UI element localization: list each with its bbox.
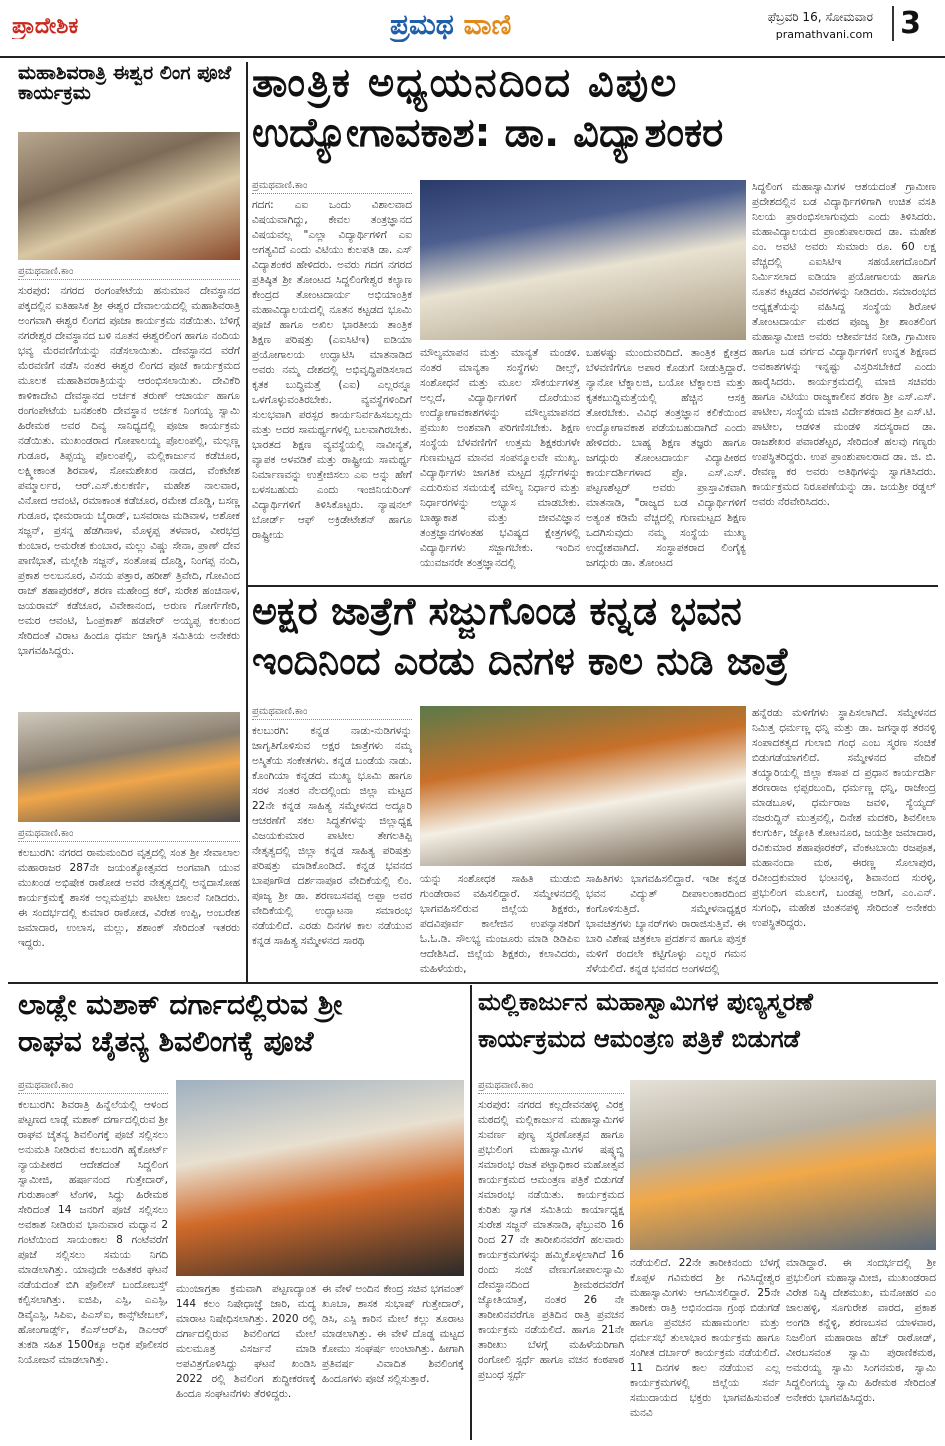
masthead — [0, 0, 945, 58]
story1-credit: ಪ್ರಮಥವಾಣಿ.ಕಾಂ — [252, 180, 412, 194]
left-top-body: ಸುರಪುರ: ನಗರದ ರಂಗಂಪೇಟೆಯ ಹನುಮಾನ ದೇವಸ್ಥಾನದ ಪಕ್ಕದಲ್ಲಿನ ಐತಿಹಾಸಿಕ ಶ್ರೀ ಈಶ್ವರ ದೇವಾಲಯದಲ್ಲಿ ಮಹಾಶಿವರಾತ್ರಿ ಅಂಗವಾಗಿ ಈಶ್ವರ ಲಿಂಗದ ಪೂಜಾ ಕಾರ್ಯಕ್ರಮ ನಡೆಯಿತು. ಬೆಳಿಗ್ಗೆ ನಗರೇಶ್ವರ ದೇವಸ್ಥಾನದ ಬಳಿ ನೂತನ ಈಶ್ವರಲಿಂಗ ಹಾಗೂ ನಂದಿಯ ಭವ್ಯ ಮೆರವಣಿಗೆಯನ್ನು ನಡೆಸಲಾಯಿತು. ದೇವಸ್ಥಾನದ ವರೆಗೆ ಮೆರವಣಿಗೆ ನಡೆಸಿ ನಂತರ ಈಶ್ವರ ಲಿಂಗದ ಪೂಜೆ ಕಾರ್ಯಕ್ರಮದ ಮೂಲಕ ಮಹಾಶಿವರಾತ್ರಿಯನ್ನು ಆರಂಭಿಸಲಾಯಿತು. ದೇವಿಕೆರಿ ಕಾಳಿಕಾದೇವಿ ದೇವಸ್ಥಾನದ ಅರ್ಚಕ ತರುಣ್ ಆಚಾರ್ಯ ಹಾಗೂ ರಂಗಂಪೇಟೆಯ ಬನಶಂಕರಿ ದೇವಸ್ಥಾನ ಅರ್ಚಕ ನಿಂಗಯ್ಯ ಸ್ವಾಮಿ ಹಿರೇಮಠ ಅವರ ದಿವ್ಯ ಸಾನಿಧ್ಯದಲ್ಲಿ ಪೂಜಾ ಕಾರ್ಯಕ್ರಮ ನಡೆಯಿತು. ಮುಖಂಡರಾದ ಗೋಪಾಲಯ್ಯ ಪೊಲಂಪಲ್ಲಿ, ಮಲ್ಲಣ್ಣ ಗುಡೂರ, ತಿಪ್ಪಯ್ಯ ಪೊಲಂಪಲ್ಲಿ, ಮಲ್ಲಿಕಾರ್ಜುನ ಕಡೆಚೂರ, ಲಕ್ಷ್ಮೀಕಾಂತ ಶಿರವಾಳ, ಸೋಮಶೇಖರ ನಾಡದ, ವೆಂಕಟೇಶ ಪಮ್ಮಾರ್ಲರ, ಆರ್.ಎಸ್.ಕುಲಕರ್ಣಿ, ಮಹೇಶ ನಾಲವಾರ, ವಿನೋದ ಆವಂಟಿ, ರಮಾಕಾಂತ ಕಡೆಚೂರ, ರಮೇಶ ದೊಡ್ಡಿ, ಬಸಣ್ಣ ಗುಡೂರ, ಭೀಮರಾಯ ಬೈರಾಡ್, ಬಸವರಾಜ ಮಡಿವಾಳ, ಅಶೋಕ ಸಜ್ಜನ್, ಪ್ರಸನ್ನ ಹೆಡಗಿನಾಳ, ಮೊಳ್ಳಪ್ಪ ತಳವಾರ, ವೀರಭದ್ರ ಕುಂಬಾರ, ಅಮರೇಶ ಕುಂಬಾರ, ಮಲ್ಲು ವಿಷ್ಣು ಸೇನಾ, ಪ್ರಾಣ್ ದೇವ ಪಾಣಿಭಾತೆ, ಮಲ್ಲೇಶಿ ಸಜ್ಜನ್, ಸಂತೋಷ ದೊಡ್ಡಿ, ನಿಂಗಪ್ಪ ನಂದಿ, ಪ್ರಕಾಶ ಅಲಬನೂರ, ವಿನಯ ಪತ್ತಾರ, ಹರೀಶ್ ತ್ರಿವೇದಿ, ಗೋವಿಂದ ರಾಜ್ ಶಹಾಪುರಕರ್, ಶರಣ ಮಹೇಂದ್ರ ಕರ್, ಸುರೇಶ ಹಂಚಿನಾಳ, ಜಯರಾಮ್ ಕಡೆಚೂರ, ವಿವೇಕಾನಂದ, ಅರುಣ ಗೋರ್ಗೆಗೇರಿ, ಅಮರ ಆವಂಟಿ, ಓಂಪ್ರಕಾಶ್ ಹಡಪೇರ್ ಅಯ್ಯಪ್ಪ ಕಲಕುಂದ ಸೇರಿದಂತೆ ವಿರಾಟ ಹಿಂದೂ ಧರ್ಮ ಜಾಗೃತಿ ಸಮಿತಿಯ ಅನೇಕರು ಭಾಗವಹಿಸಿದ್ದರು. — [18, 285, 240, 657]
logo-part-a: ಪ್ರಮಥ — [390, 8, 454, 41]
section-name: ಪ್ರಾದೇಶಿಕ — [12, 14, 79, 39]
story1-headline — [252, 62, 936, 174]
shivaratri-photo — [18, 132, 240, 260]
story3-headline — [18, 990, 466, 1074]
story2-col3: ಸಾಹಿತಿಗಳು ಭಾಗವಹಿಸಲಿದ್ದಾರೆ. ಇಡೀ ಕನ್ನಡ ಭವನ ವಿದ್ಯುತ್ ದೀಪಾಲಂಕಾರದಿಂದ ಕಂಗೊಳಿಸುತ್ತಿದೆ. ಸಮ್ಮೇಳನಾಧ್ಯಕ್ಷರ ಭಾವಚಿತ್ರಗಳು ಬ್ಯಾನರ್‌ಗಳು ರಾರಾಜಿಸುತ್ತಿವೆ. ಈ ಬಾರಿ ವಿಶೇಷ ಚಿತ್ರಕಲಾ ಪ್ರದರ್ಶನ ಹಾಗೂ ಪುಸ್ತಕ ಮಳಿಗೆ ರಂದಲೇ ಕಟ್ಟಿಗೊಳ್ಳು ಎಲ್ಲರ ಗಮನ ಸೆಳೆಯಲಿದೆ. ಕನ್ನಡ ಭವನದ ಅಂಗಳದಲ್ಲಿ — [586, 873, 746, 975]
story3-credit: ಪ್ರಮಥವಾಣಿ.ಕಾಂ — [18, 1080, 168, 1094]
website-url: pramathvani.com — [775, 28, 873, 41]
left-top-headline: ಮಹಾಶಿವರಾತ್ರಿ ಈಶ್ವರ ಲಿಂಗ ಪೂಜೆ ಕಾರ್ಯಕ್ರಮ — [18, 64, 232, 104]
kannada-bhavana-photo — [420, 706, 746, 866]
story2-headline-line2: ಇಂದಿನಿಂದ ಎರಡು ದಿನಗಳ ಕಾಲ ನುಡಿ ಜಾತ್ರೆ — [252, 638, 789, 683]
left-top-credit: ಪ್ರಮಥವಾಣಿ.ಕಾಂ — [18, 266, 240, 280]
column-divider — [246, 62, 248, 982]
story2-credit: ಪ್ರಮಥವಾಣಿ.ಕಾಂ — [252, 706, 412, 720]
story1-headline-line2: ಉದ್ಯೋಗಾವಕಾಶ: ಡಾ. ವಿದ್ಯಾಶಂಕರ — [252, 110, 724, 156]
story4-col1: ಸುರಪುರ: ನಗರದ ಕಲ್ಲದೇವನಹಳ್ಳಿ ವಿರಕ್ತ ಮಠದಲ್ಲಿ ಮಲ್ಲಿಕಾರ್ಜುನ ಮಹಾಸ್ವಾಮಿಗಳ ಸುವರ್ಣ ಪುಣ್ಯ ಸ್ಮರಣೋತ್ಸವ ಹಾಗೂ ಪ್ರಭುಲಿಂಗ ಮಹಾಸ್ವಾಮಿಗಳ ಷಷ್ಠ್ಯಬ್ಧಿ ಸಮಾರಂಭ ರಜತ ಪಟ್ಟಾಧಿಕಾರ ಮಹೋತ್ಸವ ಕಾರ್ಯಕ್ರಮದ ಆಮಂತ್ರಣ ಪತ್ರಿಕೆ ಬಿಡುಗಡೆ ಸಮಾರಂಭ ನಡೆಯಿತು. ಕಾರ್ಯಕ್ರಮದ ಕುರಿತು ಸ್ವಾಗತ ಸಮಿತಿಯ ಕಾರ್ಯಾಧ್ಯಕ್ಷ ಸುರೇಶ ಸಜ್ಜನ್ ಮಾತನಾಡಿ, ಫೆಬ್ರುವರಿ 16 ರಿಂದ 27 ನೇ ತಾರೀಖಿನವರೆಗೆ ಹಲವಾರು ಕಾರ್ಯಕ್ರಮಗಳನ್ನು ಹಮ್ಮಿಕೊಳ್ಳಲಾಗಿದೆ 16 ರಂದು ಸಂಜೆ ವೇಣುಗೋಪಾಲಸ್ವಾಮಿ ದೇವಸ್ಥಾನದಿಂದ ಶ್ರೀಮಠದವರೆಗೆ ಜ್ಯೋತಿಯಾತ್ರೆ, ನಂತರ 26 ನೇ ತಾರೀಖಿನವರೆಗೂ ಪ್ರತಿದಿನ ರಾತ್ರಿ ಪ್ರವಚನ ಕಾರ್ಯಕ್ರಮ ನಡೆಯಲಿದೆ. ಹಾಗೂ 21ನೇ ತಾರೀಖು ಬೆಳಗ್ಗೆ ಮಹಿಳೆಯರಿಗಾಗಿ ರಂಗೋಲಿ ಸ್ಪರ್ಧೆ ಹಾಗೂ ವಚನ ಕಂಠಪಾಠ ಪ್ರಬಂಧ ಸ್ಪರ್ಧೆ — [478, 1099, 624, 1381]
college-event-photo — [420, 180, 746, 340]
left-mid-credit: ಪ್ರಮಥವಾಣಿ.ಕಾಂ — [18, 828, 240, 842]
annadasoha-photo — [18, 712, 240, 822]
story3-headline-line2: ರಾಘವ ಚೈತನ್ಯ ಶಿವಲಿಂಗಕ್ಕೆ ಪೂಜೆ — [18, 1025, 314, 1059]
story2-col4: ಹನ್ನೆರಡು ಮಳಿಗೆಗಳು ಸ್ಥಾಪಿಸಲಾಗಿದೆ. ಸಮ್ಮೇಳನದ ನಿಮಿತ್ತ ಧರ್ಮಣ್ಣ ಧನ್ನಿ ಮತ್ತು ಡಾ. ಜಗನ್ನಾಥ ತರನಳ್ಳಿ ಸಂಪಾದಕತ್ವದ ಗುಲಾಬಿ ಗಂಧ ಎಂಬ ಸ್ಮರಣ ಸಂಚಿಕೆ ಬಿಡುಗಡೆಯಾಗಲಿದೆ. ಸಮ್ಮೇಳನದ ವೇದಿಕೆ ತಯ್ಯಾರಿಯಲ್ಲಿ ಜಿಲ್ಲಾ ಕಸಾಪ ದ ಪ್ರಧಾನ ಕಾರ್ಯದರ್ಶಿ ಶರಣರಾಜ ಛಪ್ಪರಬಂದಿ, ಧರ್ಮಣ್ಣ ಧನ್ನಿ, ರಾಜೇಂದ್ರ ಮಾಡಬೂಳ, ಧರ್ಮರಾಜ ಜವಳಿ, ಸ್ಯೆಯ್ಯದ್ ನಜರುದ್ದಿನ್ ಮುತ್ತವಲ್ಲಿ, ದಿನೇಶ ಮದಕರಿ, ಶಿವಲೀಲಾ ಕಲಗುರ್ಕಿ, ಜ್ಯೋತಿ ಕೋಟನೂರ, ಜಯಶ್ರೀ ಜಮಾದಾರ, ರವಿಕುಮಾರ ಶಹಾಪೂರಕರ್, ವೆಂಕಟಬಾಯಿ ರಜಪೂತ, ಮಹಾನಂದಾ ಮಠ, ಈರಣ್ಣ ಸೊಲಾಪುರ, ರವೀಂದ್ರಕುಮಾರ ಭಂಟನಳ್ಳಿ, ಶಿವಾನಂದ ಸುರಳ್ಳಿ, ಪ್ರಭುಲಿಂಗ ಮೂಲಗೆ, ಬಂಡಪ್ಪ ಅಡಿಗೆ, ಎಂ.ಎನ್. ಸುಗಂಧಿ, ಮಹೇಶ ಚಿಂತನಪಳ್ಳಿ ಸೇರಿದಂತೆ ಅನೇಕರು ಉಪಸ್ಥಿತರಿದ್ದರು. — [752, 707, 936, 929]
story4-headline-line1: ಮಲ್ಲಿಕಾರ್ಜುನ ಮಹಾಸ್ವಾಮಿಗಳ ಪುಣ್ಯಸ್ಮರಣೆ — [478, 990, 813, 1016]
dargah-puja-photo — [176, 1080, 464, 1276]
left-mid-body: ಕಲಬುರಗಿ: ನಗರದ ರಾಮಮಂದಿರ ವೃತ್ತದಲ್ಲಿ ಸಂತ ಶ್ರೀ ಸೇವಾಲಾಲ ಮಹಾರಾಜರ 287ನೇ ಜಯಂತ್ಯೋತ್ಸವದ ಅಂಗವಾಗಿ ಯುವ ಮುಖಂಡ ಅಭಿಷೇಕ ರಾಠೋಡ ಅವರ ನೇತೃತ್ವದಲ್ಲಿ ಅನ್ನದಾಸೋಹ ಕಾರ್ಯಕ್ರಮಕ್ಕೆ ಶಾಸಕ ಅಲ್ಲಮಪ್ರಭು ಪಾಟೀಲ ಚಾಲನೆ ನೀಡಿದರು. ಈ ಸಂದರ್ಭದಲ್ಲಿ ಕುಮಾರ ರಾಠೋಡ, ವಿರೇಶ ಉಪ್ಪಿ, ಅಂಬರೇಶ ಜಮಾದಾರ, ಉಲಾಸ, ಮಲ್ಲು, ಶಶಾಂಕ್ ಸೇರಿದಂತೆ ಇತರರು ಇದ್ದರು. — [18, 847, 240, 949]
story3-headline-line1: ಲಾಡ್ಲೇ ಮಶಾಕ್ ದರ್ಗಾದಲ್ಲಿರುವ ಶ್ರೀ — [18, 990, 343, 1021]
story4-headline — [478, 990, 938, 1074]
story1-col4: ಸಿದ್ಧಲಿಂಗ ಮಹಾಸ್ವಾಮಿಗಳ ಆಶಯದಂತೆ ಗ್ರಾಮೀಣ ಪ್ರದೇಶದಲ್ಲಿನ ಬಡ ವಿದ್ಯಾರ್ಥಿಗಳಿಗಾಗಿ ಉಚಿತ ವಸತಿ ನಿಲಯ ಪ್ರಾರಂಭಿಸಲಾಗುವುದು ಎಂದು ತಿಳಿಸಿದರು. ಮಹಾವಿದ್ಯಾಲಯದ ಪ್ರಾಂಶುಪಾಲರಾದ ಡಾ. ಮಹೇಶ ಎಂ. ಅವಟಿ ಅವರು ಸುಮಾರು ರೂ. 60 ಲಕ್ಷ ವೆಚ್ಚದಲ್ಲಿ ಎಐಸಿಟಿಇ ಸಹಯೋಗದೊಂದಿಗೆ ನಿರ್ಮಿಸಲಾದ ಐಡಿಯಾ ಪ್ರಯೋಗಾಲಯ ಹಾಗೂ ನೂತನ ಕಟ್ಟಡದ ವಿವರಗಳನ್ನು ನೀಡಿದರು. ಸಮಾರಂಭದ ಅಧ್ಯಕ್ಷತೆಯನ್ನು ವಹಿಸಿದ್ದ ಸಂಸ್ಥೆಯ ಶಿರೋಳ ತೋಂಟದಾರ್ಯ ಮಠದ ಪೂಜ್ಯ ಶ್ರೀ ಶಾಂತಲಿಂಗ ಮಹಾಸ್ವಾಮೀಜಿ ಅವರು ಆಶೀರ್ವಚನ ನೀಡಿ, ಗ್ರಾಮೀಣ ಹಾಗೂ ಬಡ ವರ್ಗದ ವಿದ್ಯಾರ್ಥಿಗಳಿಗೆ ಉನ್ನತ ಶಿಕ್ಷಣದ ಅವಕಾಶಗಳನ್ನು ಇನ್ನಷ್ಟು ವಿಸ್ತರಿಸಬೇಕಿದೆ ಎಂದು ಹಾರೈಸಿದರು. ಕಾರ್ಯಕ್ರಮದಲ್ಲಿ ಮಾಜಿ ಸಚಿವರು ಹಾಗೂ ವಿಟಿಯು ರಾಜ್ಯಕಾಲೀನ ಶರಣ ಶ್ರೀ ಎಸ್.ಎಸ್. ಪಾಟೀಲ, ಸಂಸ್ಥೆಯ ಮಾಜಿ ವಿರ್ದೇಶಕರಾದ ಶ್ರೀ ಎಸ್.ಟಿ. ಪಾಟೀಲ, ಆಡಳಿತ ಮಂಡಳಿ ಸದಸ್ಯರಾದ ಡಾ. ರಾಜಶೇಖರ ಪವಾರಶೆಟ್ಟರ, ಸೇರಿದಂತೆ ಹಲವು ಗಣ್ಯರು ಉಪಸ್ಥಿತರಿದ್ದರು. ಉಪ ಪ್ರಾಂಶುಪಾಲರಾದ ಡಾ. ಜಿ. ಬಿ. ರೇವಣ್ಣ ಕರ ಅವರು ಅತಿಥಿಗಳನ್ನು ಸ್ವಾಗತಿಸಿದರು. ಕಾರ್ಯಕ್ರಮದ ನಿರೂಪಣೆಯನ್ನು ಡಾ. ಜಯಶ್ರೀ ರಡ್ಡಲ್ ಅವರು ನೆರವೇರಿಸಿದರು. — [752, 181, 936, 508]
issue-date: ಫೆಬ್ರವರಿ 16, ಸೋಮವಾರ — [767, 10, 873, 24]
newspaper-logo — [390, 8, 511, 42]
story3-col2: ಮುಂಜಾಗ್ರತಾ ಕ್ರಮವಾಗಿ ಪಟ್ಟಣದ್ಯಾಂತ 144 ಕಲಂ ನಿಷೇಧಾಜ್ಞೆ ಜಾರಿ, ಮದ್ಯ ಮಾರಾಟ ನಿಷೇಧಿಸಲಾಗಿತ್ತು. 2020 ರಲ್ಲಿ ದರ್ಗಾದಲ್ಲಿರುವ ಶಿವಲಿಂಗದ ಮೇಲೆ ಮಲಮೂತ್ರ ವಿಸರ್ಜನೆ ಮಾಡಿ ಅಪವಿತ್ರಗೊಳಿಸಿದ್ದು ಘಟನೆ ಖಂಡಿಸಿ 2022 ರಲ್ಲಿ ಶಿವಲಿಂಗ ಶುದ್ಧೀಕರಣಕ್ಕೆ ಹಿಂದೂ ಸಂಘಟನೆಗಳು ತೆರಳಿದ್ದರು. — [176, 1283, 316, 1400]
page-number: 3 — [892, 6, 921, 41]
story4-col3: ಮಾಡಿದ್ದಾರೆ. ಈ ಸಂದರ್ಭದಲ್ಲಿ ಶ್ರೀ ಪ್ರಭುಲಿಂಗ ಮಹಾಸ್ವಾಮೀಜಿ, ಮುಖಂಡರಾದ ವಿರೇಶ ನಿಷ್ಠಿ ದೇಶಮುಖ, ಮನೋಹರ ಎಂ ಜಾಲಹಳ್ಳಿ, ಸೂಗುರೇಶ ವಾರದ, ಪ್ರಕಾಶ ಅಂಗಡಿ ಕನ್ನೆಳ್ಳಿ, ಶರಣಬಸವ ಯಾಳವಾರ, ನಿಜಲಿಂಗ ಮಹಾರಾಜ ಹೆಚ್ ರಾಠೋಡ್, ವೀರಬಸವಂತ ಸ್ವಾಮಿ ಪುರಾಣಿಕಮಠ, ಅಮರಯ್ಯ ಸ್ವಾಮಿ ಸಿಂಗನಮಠ, ಸ್ವಾಮಿ ಸಿದ್ದಲಿಂಗಯ್ಯ ಸ್ವಾಮಿ ಹಿರೇಮಠ ಸೇರಿದಂತೆ ಅನೇಕರು ಭಾಗವಹಿಸಿದ್ದರು. — [786, 1257, 936, 1404]
logo-part-b: ವಾಣಿ — [463, 8, 512, 41]
story2-col1: ಕಲಬುರಗಿ: ಕನ್ನಡ ನಾಡು-ನುಡಿಗಳನ್ನು ಜಾಗೃತಿಗೊಳಿಸುವ ಅಕ್ಷರ ಜಾತ್ರೆಗಳು ನಮ್ಮ ಅಸ್ಮಿತೆಯ ಸಂಕೇತಗಳು. ಕನ್ನಡ ಬಂಡೆಯ ನಾಡು. ಕೊಂಗಿಯಾ ಕನ್ನಡದ ಮುಖ್ಯ ಭೂಮಿ ಹಾಗೂ ಸರಳ ಸಂತರ ನೆಲದಲ್ಲಿಂದು ಜಿಲ್ಲಾ ಮಟ್ಟದ 22ನೇ ಕನ್ನಡ ಸಾಹಿತ್ಯ ಸಮ್ಮೇಳನದ ಅದ್ದೂರಿ ಆಚರಣೆಗೆ ಸಕಲ ಸಿದ್ಧತೆಗಳನ್ನು ಜಿಲ್ಲಾಧ್ಯಕ್ಷ ವಿಜಯಕುಮಾರ ಪಾಟೀಲ ತೇಗಲತಿಪ್ಪಿ ನೇತೃತ್ವದಲ್ಲಿ ಜಿಲ್ಲಾ ಕನ್ನಡ ಸಾಹಿತ್ಯ ಪರಿಷತ್ತು ಪರಿಷತ್ತು ಮಾಡಿಕೊಂಡಿದೆ. ಕನ್ನಡ ಭವನದ ಬಾಪೂಗೌಡ ದರ್ಶನಾಪೂರ ವೇದಿಕೆಯಲ್ಲಿ ಲಿಂ. ಪೂಜ್ಯ ಶ್ರೀ ಡಾ. ಶರಣಬಸವಪ್ಪ ಅಪ್ಪಾ ಅವರ ವೇದಿಕೆಯಲ್ಲಿ ಉದ್ಘಾಟನಾ ಸಮಾರಂಭ ನಡೆಯಲಿದೆ. ಎರಡು ದಿನಗಳ ಕಾಲ ನಡೆಯುವ ಕನ್ನಡ ಸಾಹಿತ್ಯ ಸಮ್ಮೇಳನದ ಸಾರಥಿ — [252, 725, 412, 947]
column-divider-bottom — [470, 985, 472, 1440]
story1-headline-line1: ತಾಂತ್ರಿಕ ಅಧ್ಯಯನದಿಂದ ವಿಪುಲ — [252, 62, 679, 106]
section-divider — [8, 982, 938, 984]
story4-col2: ನಡೆಯಲಿದೆ. 22ನೇ ತಾರೀಕಿನಂದು ಬೆಳಗ್ಗೆ ಕೊಪ್ಪಳ ಗವಿಮಠದ ಶ್ರೀ ಗವಿಸಿದ್ದೇಶ್ವರ ಮಹಾಸ್ವಾಮಿಗಳು ಆಗಮಿಸಲಿದ್ದಾರೆ. 25ನೇ ತಾರೀಕು ರಾತ್ರಿ ಅಭಿನಂದನಾ ಗ್ರಂಥ ಬಿಡುಗಡೆ ಹಾಗೂ ಪ್ರವಚನ ಮಹಾಮಂಗಲ ಮತ್ತು ಧರ್ಮಸಭೆ ತುಲಾಭಾರ ಕಾರ್ಯಕ್ರಮ ಹಾಗೂ ಸಂಗೀತ ದರ್ಬಾರ್ ಕಾರ್ಯಕ್ರಮ ನಡೆಯಲಿದೆ. 11 ದಿನಗಳ ಕಾಲ ನಡೆಯುವ ಎಲ್ಲ ಕಾರ್ಯಕ್ರಮಗಳಲ್ಲಿ ಜಿಲ್ಲೆಯ ಸರ್ವ ಸಮುದಾಯದ ಭಕ್ತರು ಭಾಗವಹಿಸುವಂತೆ ಮನವಿ — [630, 1257, 780, 1419]
story2-headline — [252, 592, 936, 700]
story2-col2: ಯನ್ನು ಸಂಶೋಧಕ ಸಾಹಿತಿ ಮುಡುಬಿ ಗುಂಡೇರಾವ ವಹಿಸಲಿದ್ದಾರೆ. ಸಮ್ಮೇಳನದಲ್ಲಿ ಭಾಗವಹಿಸಲಿರುವ ಜಿಲ್ಲೆಯ ಶಿಕ್ಷಕರು, ಪದವಿಪೂರ್ವ ಕಾಲೇಜಿನ ಉಪನ್ಯಾಸಕರಿಗೆ ಓ.ಓ.ಡಿ. ಸೌಲಭ್ಯ ಮಂಜೂರು ಮಾಡಿ ಡಿಡಿಪಿಐ ಆದೇಶಿಸಿದೆ. ಜಿಲ್ಲೆಯ ಶಿಕ್ಷಕರು, ಕಲಾವಿದರು, ಮಹಿಳೆಯರು, — [420, 873, 580, 975]
story2-headline-line1: ಅಕ್ಷರ ಜಾತ್ರೆಗೆ ಸಜ್ಜುಗೊಂಡ ಕನ್ನಡ ಭವನ — [252, 592, 742, 633]
story1-col1: ಗದಗ: ಎಐ ಒಂದು ವಿಶಾಲವಾದ ವಿಷಯವಾಗಿದ್ದು, ಕೇವಲ ತಂತ್ರಜ್ಞಾನದ ವಿಷಯವಲ್ಲ "ಎಲ್ಲಾ ವಿದ್ಯಾರ್ಥಿಗಳಿಗೆ ಎಐ ಅಗತ್ಯವಿದೆ ಎಂದು ವಿಟಿಯು ಕುಲಪತಿ ಡಾ. ಎಸ್ ವಿದ್ಯಾಶಂಕರ ಹೇಳಿದರು. ಅವರು ಗದಗ ನಗರದ ಪ್ರತಿಷ್ಠಿತ ಶ್ರೀ ತೋಂಟದ ಸಿದ್ದಲಿಂಗೇಶ್ವರ ಕಲ್ಯಾಣ ಕೇಂದ್ರದ ತೋಂಟದಾರ್ಯ ಅಭಿಯಾಂತ್ರಿಕ ಮಹಾವಿದ್ಯಾಲಯದಲ್ಲಿ ನೂತನ ಕಟ್ಟಡದ ಭೂಮಿ ಪೂಜೆ ಹಾಗೂ ಅಖಿಲ ಭಾರತೀಯ ತಾಂತ್ರಿಕ ಶಿಕ್ಷಣ ಪರಿಷತ್ತು (ಎಐಸಿಟಿಇ) ಐಡಿಯಾ ಪ್ರಯೋಗಾಲಯ ಉದ್ಘಾಟಿಸಿ ಮಾತನಾಡಿದ ಅವರು ನಮ್ಮ ದೇಶದಲ್ಲಿ ಅಭಿವೃದ್ಧಿಪಡಿಸಲಾದ ಕೃತಕ ಬುದ್ಧಿಮತ್ತೆ (ಎಐ) ಎಲ್ಲರನ್ನೂ ಒಳಗೊಳ್ಳುವಂತಿರಬೇಕು. ವ್ಯವಸ್ಥೆಗಳಿಂದಿಗೆ ಸುಲಭವಾಗಿ ಪರಸ್ಪರ ಕಾರ್ಯನಿರ್ವಹಿಸಬಲ್ಲದು ಮತ್ತು ಅದರ ಸಾಮರ್ಥ್ಯಗಳಲ್ಲಿ ಬಲವಾಗಿರಬೇಕು. ಭಾರತದ ಶಿಕ್ಷಣ ವ್ಯವಸ್ಥೆಯಲ್ಲಿ ನಾವೀನ್ಯತೆ, ವ್ಯಾಪಕ ಅಳವಡಿಕೆ ಮತ್ತು ರಾಷ್ಟ್ರೀಯ ಸಾಮರ್ಥ್ಯ ನಿರ್ಮಾಣವನ್ನು ಉತ್ತೇಜಿಸಲು ಎಐ ಅನ್ನು ಹೇಗೆ ಬಳಸಬಹುದು ಎಂದು ಇಂಜಿನಿಯರಿಂಗ್ ವಿದ್ಯಾರ್ಥಿಗಳಿಗೆ ತಿಳಿಸಿಕೊಟ್ಟರು. ನ್ಯಾಷನಲ್ ಬೋರ್ಡ್ ಆಫ್ ಅಕ್ರಿಡೇಟೇಶನ್ ಹಾಗೂ ರಾಷ್ಟ್ರೀಯ — [252, 199, 412, 541]
story4-headline-line2: ಕಾರ್ಯಕ್ರಮದ ಆಮಂತ್ರಣ ಪತ್ರಿಕೆ ಬಿಡುಗಡೆ — [478, 1025, 800, 1054]
story-divider — [248, 585, 938, 587]
invitation-release-photo — [630, 1080, 936, 1250]
story1-col3: ಬಹಳಷ್ಟು ಮುಂದುವರಿದಿದೆ. ತಾಂತ್ರಿಕ ಕ್ಷೇತ್ರದ ಬೆಳವಣಿಗೆಗೂ ಅಪಾರ ಕೊಡುಗೆ ನೀಡುತ್ತಿದ್ದಾರೆ. ನ್ಯಾನೋ ಟೆಕ್ನಾಲಜಿ, ಬಯೋ ಟೆಕ್ನಾಲಜಿ ಮತ್ತು ಕೃತಕಬುದ್ಧಿಮತ್ತೆಯಲ್ಲಿ ಹೆಚ್ಚಿನ ಆಸಕ್ತಿ ತೋರಬೇಕು. ವಿವಿಧ ತಂತ್ರಜ್ಞಾನ ಕಲಿಕೆಯಿಂದ ಉದ್ಯೋಗಾವಕಾಶ ಪಡೆಯಬಹುದಾಗಿದೆ ಎಂದು ಹೇಳಿದರು. ಬಾಹ್ಯ ಶಿಕ್ಷಣ ತಜ್ಞರು ಹಾಗೂ ಜಗದ್ಗುರು ತೋಂಟದಾರ್ಯ ವಿದ್ಯಾಪೀಠದ ಕಾರ್ಯದರ್ಶಿಗಳಾದ ಪ್ರೊ. ಎಸ್.ಎಸ್. ಪಟ್ಟಣಶೆಟ್ಟರ್ ಅವರು ಪ್ರಾಸ್ತಾವಿಕವಾಗಿ ಮಾತನಾಡಿ, "ರಾಜ್ಯದ ಬಡ ವಿದ್ಯಾರ್ಥಿಗಳಿಗೆ ಅತ್ಯಂತ ಕಡಿಮೆ ವೆಚ್ಚದಲ್ಲಿ ಗುಣಮಟ್ಟದ ಶಿಕ್ಷಣ ಒದಗಿಸುವುದು ನಮ್ಮ ಸಂಸ್ಥೆಯ ಮುಖ್ಯ ಉದ್ದೇಶವಾಗಿದೆ. ಸಂಸ್ಥಾಪಕರಾದ ಲಿಂಗೈಕ್ಯ ಜಗದ್ಗುರು ಡಾ. ತೋಂಟದ — [586, 347, 746, 569]
story1-col2: ಮೌಲ್ಯಮಾಪನ ಮತ್ತು ಮಾನ್ಯತೆ ಮಂಡಳಿ. ನಂತರ ಮಾನ್ಯತಾ ಸಂಸ್ಥೆಗಳು ಡೀಲ್ಸ್, ಸಂಶೋಧನೆ ಮತ್ತು ಮೂಲ ಸೌಕರ್ಯಗಳತ್ತ ಅಲ್ಲದೆ, ವಿದ್ಯಾರ್ಥಿಗಳಿಗೆ ದೊರೆಯುವ ಉದ್ಯೋಗಾವಕಾಶಗಳನ್ನು ಮೌಲ್ಯಮಾಪನದ ಪ್ರಮುಖ ಅಂಶವಾಗಿ ಪರಿಗಣಿಸಬೇಕು. ಶಿಕ್ಷಣ ಸಂಸ್ಥೆಯ ಬೆಳವಣಿಗೆಗೆ ಉತ್ತಮ ಶಿಕ್ಷಕರುಗಳೇ ಗುಣಮಟ್ಟದ ಮಾನವ ಸಂಪನ್ಮೂಲವೇ ಮುಖ್ಯ. ವಿದ್ಯಾರ್ಥಿಗಳು ಜಾಗತಿಕ ಮಟ್ಟದ ಸ್ಪರ್ಧೆಗಳನ್ನು ಎದುರಿಸುವ ಸಮಯಕ್ಕೆ ಮೌಲ್ಯ ನಿರ್ಧಾರ ಮತ್ತು ನಿರ್ಧಾರಗಳನ್ನು ಅಭ್ಯಾಸ ಮಾಡಬೇಕು. ಬಾಹ್ಯಾಕಾಶ ಮತ್ತು ಜೀವವಿಜ್ಞಾನ ತಂತ್ರಜ್ಞಾನಗಳಂತಹ ಭವಿಷ್ಯದ ಕ್ಷೇತ್ರಗಳಲ್ಲಿ ವಿದ್ಯಾರ್ಥಿಗಳು ಸಜ್ಜಾಗಬೇಕು. ಇಂದಿನ ಯುವಜನರೇ ತಂತ್ರಜ್ಞಾನದಲ್ಲಿ — [420, 347, 580, 569]
story4-credit: ಪ್ರಮಥವಾಣಿ.ಕಾಂ — [478, 1080, 624, 1094]
story3-col1: ಕಲಬುರಗಿ: ಶಿವರಾತ್ರಿ ಹಿನ್ನೆಲೆಯಲ್ಲಿ ಆಳಂದ ಪಟ್ಟಣದ ಲಾಡ್ಲೆ ಮಶಾಕ್ ದರ್ಗಾದಲ್ಲಿರುವ ಶ್ರೀ ರಾಘವ ಚೈತನ್ಯ ಶಿವಲಿಂಗಕ್ಕೆ ಪೂಜೆ ಸಲ್ಲಿಸಲು ಅನುಮತಿ ನೀಡಿರುವ ಕಲಬುರಗಿ ಹೈಕೋರ್ಟ್ ನ್ಯಾಯಪೀಠದ ಆದೇಶದಂತೆ ಸಿದ್ದಲಿಂಗ ಸ್ವಾಮೀಜಿ, ಹರ್ಷಾನಂದ ಗುತ್ತೇದಾರ್, ಗುರುಶಾಂತ್ ಟೆಂಗಳಿ, ಸಿದ್ದು ಹಿರೇಮಠ ಸೇರಿದಂತೆ 14 ಜನರಿಗೆ ಪೂಜೆ ಸಲ್ಲಿಸಲು ಅವಕಾಶ ನೀಡಿರುವ ಭಾನುವಾರ ಮಧ್ಯಾನ 2 ಗಂಟೆಯಿಂದ ಸಾಯಂಕಾಲ 8 ಗಂಟೆವರೆಗೆ ಪೂಜೆ ಸಲ್ಲಿಸಲು ಸಮಯ ನಿಗದಿ ಮಾಡಲಾಗಿತ್ತು. ಯಾವುದೇ ಅಹಿತಕರ ಘಟನೆ ನಡೆಯದಂತೆ ಬಿಗಿ ಪೊಲೀಸ್ ಬಂದೋಬಸ್ತ್ ಕಲ್ಪಿಸಲಾಗಿತ್ತು. ಐಜಿಪಿ, ಎಸ್ಪಿ, ಎಎಸ್ಪಿ, ಡಿವೈಎಸ್ಪಿ, ಸಿಪಿಐ, ಪಿಎಸ್ಐ, ಕಾನ್ಸ್‌ಟೇಬಲ್, ಹೋಂಗಾರ್ಡ್ಸ್, ಕೆಎಸ್ಆರ್‌ಪಿ, ಡಿಎಆರ್ ತುಕಡಿ ಸಹಿತ 1500ಕ್ಕೂ ಅಧಿಕ ಪೊಲೀಸರ ನಿಯೋಜನೆ ಮಾಡಲಾಗಿತ್ತು. — [18, 1099, 168, 1366]
story3-col3: ಈ ವೇಳೆ ಅಂದಿನ ಕೇಂದ್ರ ಸಚಿವ ಭಗವಂತ್ ಖೂಬಾ, ಶಾಸಕ ಸುಭಾಷ್ ಗುತ್ತೇದಾರ್, ಡಿಸಿ, ಎಸ್ಪಿ ಕಾರಿನ ಮೇಲೆ ಕಲ್ಲು ತೂರಾಟ ಮಾಡಲಾಗಿತ್ತು. ಈ ವೇಳೆ ದೊಡ್ಡ ಮಟ್ಟದ ಕೋಮು ಸಂಘರ್ಷ ಉಂಟಾಗಿತ್ತು. ಹೀಗಾಗಿ ಪ್ರತಿವರ್ಷ ವಿವಾದಿತ ಶಿವಲಿಂಗಕ್ಕೆ ಹಿಂದೂಗಳು ಪೂಜೆ ಸಲ್ಲಿಸುತ್ತಾರೆ. — [322, 1283, 464, 1385]
